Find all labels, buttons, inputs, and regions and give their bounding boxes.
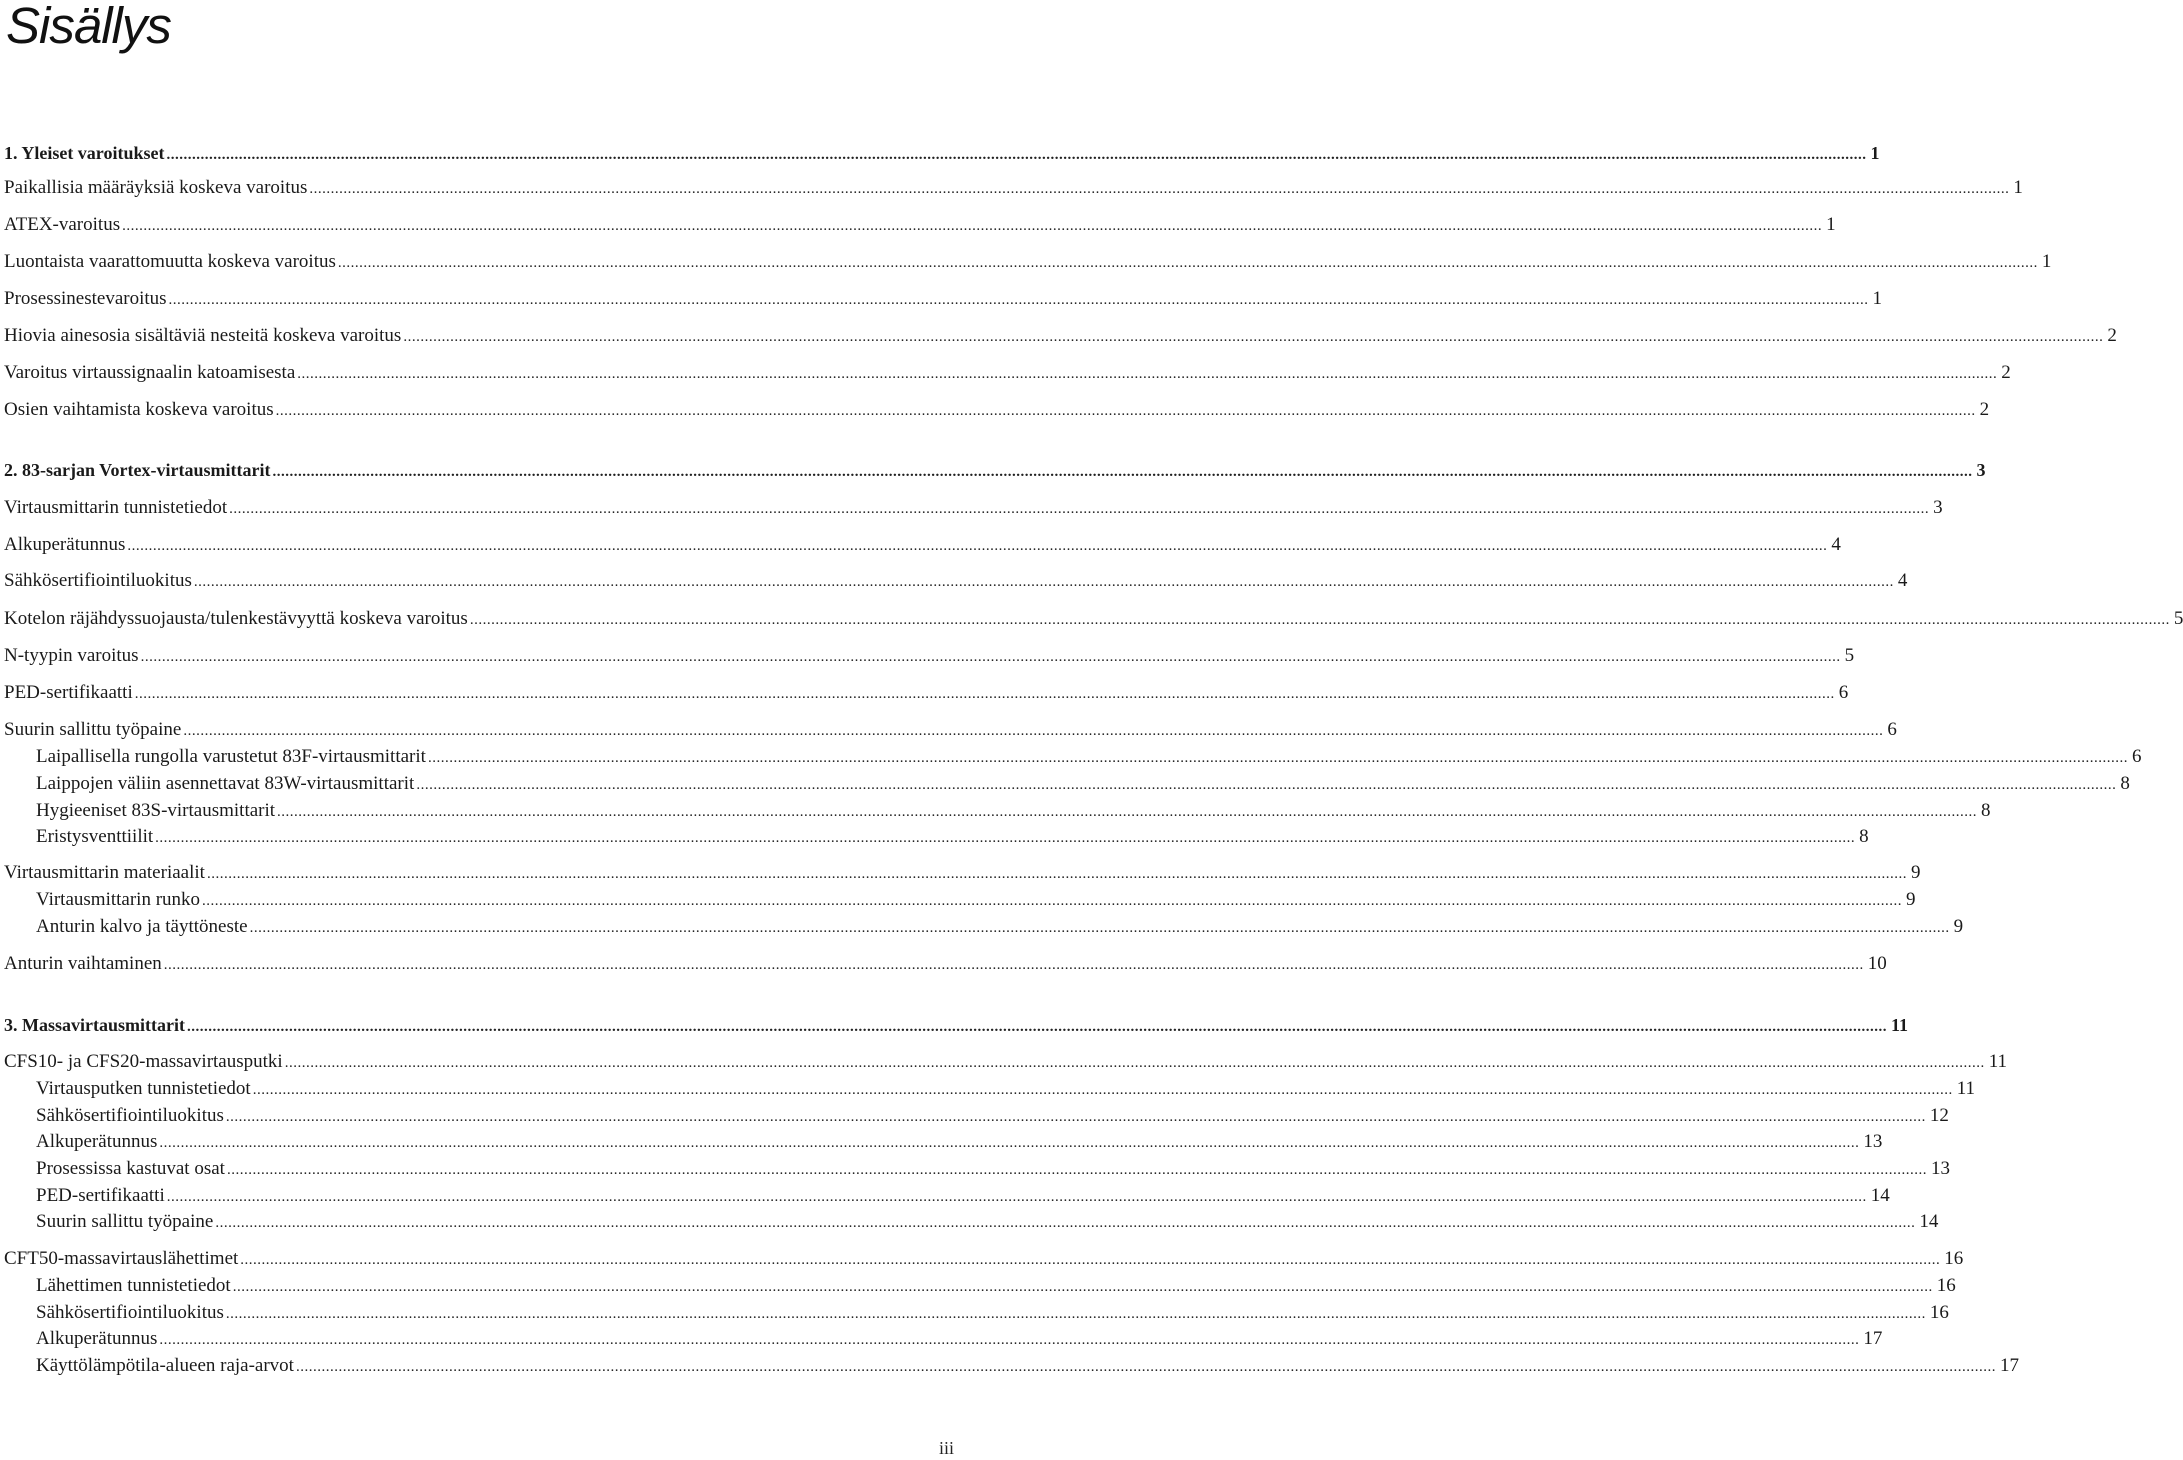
toc-dot-leader: ................................................................................................................................................................................................................................................................................................................................................................................................................ [229, 501, 1930, 517]
toc-page-number: 1 [1826, 214, 1836, 235]
toc-entry-title: Anturin kalvo ja täyttöneste [36, 916, 248, 937]
toc-page-number: 9 [1906, 889, 1916, 910]
toc-dot-leader: ................................................................................................................................................................................................................................................................................................................................................................................................................ [403, 329, 2104, 345]
toc-page-number: 1 [2041, 251, 2052, 272]
page-title: Sisällys [6, 0, 171, 54]
toc-page-number: 8 [1981, 800, 1991, 821]
toc-entry-title: Sähkösertifiointiluokitus [36, 1302, 224, 1323]
toc-entry[interactable] [0, 140, 1880, 166]
toc-entry[interactable] [0, 1273, 1956, 1299]
toc-entry[interactable] [0, 175, 2023, 201]
toc-dot-leader: ................................................................................................................................................................................................................................................................................................................................................................................................................ [252, 1082, 1953, 1098]
toc-entry[interactable] [0, 1156, 1950, 1182]
toc-page-number: 4 [1897, 570, 1908, 591]
toc-dot-leader: ................................................................................................................................................................................................................................................................................................................................................................................................................ [163, 957, 1864, 973]
toc-entry[interactable] [0, 1353, 2019, 1379]
toc-dot-leader: ................................................................................................................................................................................................................................................................................................................................................................................................................ [469, 612, 2170, 628]
toc-page-number: 3 [1976, 460, 1986, 480]
toc-entry[interactable] [0, 1326, 1883, 1352]
toc-entry-title: Osien vaihtamista koskeva varoitus [4, 399, 274, 420]
toc-page-number: 13 [1863, 1131, 1883, 1152]
toc-dot-leader: ................................................................................................................................................................................................................................................................................................................................................................................................................ [155, 830, 1856, 846]
toc-entry-title: Virtausmittarin materiaalit [4, 862, 205, 883]
toc-entry-title: Virtausmittarin tunnistetiedot [4, 497, 228, 518]
toc-entry[interactable] [0, 887, 1916, 913]
toc-dot-leader: ................................................................................................................................................................................................................................................................................................................................................................................................................ [127, 538, 1828, 554]
toc-dot-leader: ................................................................................................................................................................................................................................................................................................................................................................................................................ [215, 1215, 1916, 1231]
toc-entry[interactable] [0, 249, 2052, 275]
toc-entry-title: PED-sertifikaatti [36, 1185, 165, 1206]
toc-entry[interactable] [0, 1183, 1890, 1209]
toc-page-number: 10 [1867, 953, 1887, 974]
toc-page-number: 11 [1890, 1015, 1908, 1035]
toc-page-number: 13 [1930, 1158, 1950, 1179]
toc-page-number: 4 [1831, 534, 1841, 555]
toc-page-number: 2 [1979, 399, 1990, 420]
toc-entry[interactable] [0, 1300, 1949, 1326]
toc-page-number: 6 [2131, 746, 2142, 767]
toc-page-number: 8 [1859, 826, 1869, 847]
toc-entry[interactable] [0, 717, 1897, 743]
toc-entry-title: Laipallisella rungolla varustetut 83F-virtausmittarit [36, 746, 426, 767]
toc-entry-title: CFT50-massavirtauslähettimet [4, 1248, 239, 1269]
toc-page-number: 1 [1870, 143, 1880, 163]
toc-entry[interactable] [0, 1246, 1964, 1272]
toc-page-number: 3 [1933, 497, 1943, 518]
toc-entry[interactable] [0, 323, 2117, 349]
toc-dot-leader: ................................................................................................................................................................................................................................................................................................................................................................................................................ [168, 292, 1869, 308]
toc-entry[interactable] [0, 397, 1990, 423]
toc-entry[interactable] [0, 1076, 1975, 1102]
toc-entry[interactable] [0, 360, 2011, 386]
toc-entry-title: Laippojen väliin asennettavat 83W-virtausmittarit [36, 773, 415, 794]
toc-dot-leader: ................................................................................................................................................................................................................................................................................................................................................................................................................ [249, 920, 1950, 936]
toc-page-number: 16 [1929, 1302, 1949, 1323]
toc-entry-title: Virtausputken tunnistetiedot [36, 1078, 251, 1099]
toc-entry-title: Prosessissa kastuvat osat [36, 1158, 225, 1179]
toc-page-number: 14 [1870, 1185, 1890, 1206]
toc-entry[interactable] [0, 951, 1887, 977]
toc-entry[interactable] [0, 860, 1921, 886]
toc-entry[interactable] [0, 1012, 1908, 1038]
toc-entry-title: Sähkösertifiointiluokitus [4, 570, 192, 591]
toc-entry-title: Kotelon räjähdyssuojausta/tulenkestävyyttä koskeva varoitus [4, 608, 468, 629]
toc-page-number: 8 [2120, 773, 2130, 794]
toc-entry-title: Hygieeniset 83S-virtausmittarit [36, 800, 276, 821]
toc-entry[interactable] [0, 643, 1855, 669]
toc-dot-leader: ................................................................................................................................................................................................................................................................................................................................................................................................................ [272, 464, 1973, 480]
toc-dot-leader: ................................................................................................................................................................................................................................................................................................................................................................................................................ [183, 723, 1884, 739]
toc-entry[interactable] [0, 495, 1943, 521]
toc-entry-title: Eristysventtiilit [36, 826, 154, 847]
toc-page-number: 9 [1910, 862, 1921, 883]
toc-entry-title: Varoitus virtaussignaalin katoamisesta [4, 362, 296, 383]
toc-entry[interactable] [0, 744, 2142, 770]
toc-dot-leader: ................................................................................................................................................................................................................................................................................................................................................................................................................ [166, 147, 1867, 163]
toc-entry[interactable] [0, 1049, 2007, 1075]
toc-dot-leader: ................................................................................................................................................................................................................................................................................................................................................................................................................ [166, 1189, 1867, 1205]
toc-page-number: 16 [1936, 1275, 1956, 1296]
toc-page-number: 17 [1999, 1355, 2019, 1376]
toc-dot-leader: ................................................................................................................................................................................................................................................................................................................................................................................................................ [122, 218, 1823, 234]
toc-dot-leader: ................................................................................................................................................................................................................................................................................................................................................................................................................ [186, 1019, 1887, 1035]
toc-entry[interactable] [0, 457, 1986, 483]
toc-page-number: 2 [2107, 325, 2117, 346]
toc-entry-title: PED-sertifikaatti [4, 682, 133, 703]
toc-dot-leader: ................................................................................................................................................................................................................................................................................................................................................................................................................ [225, 1109, 1926, 1125]
toc-entry-title: Alkuperätunnus [4, 534, 126, 555]
toc-dot-leader: ................................................................................................................................................................................................................................................................................................................................................................................................................ [337, 255, 2038, 271]
toc-entry-title: Virtausmittarin runko [36, 889, 201, 910]
toc-entry-title: Lähettimen tunnistetiedot [36, 1275, 231, 1296]
toc-dot-leader: ................................................................................................................................................................................................................................................................................................................................................................................................................ [416, 777, 2117, 793]
toc-page-number: 14 [1919, 1211, 1939, 1232]
toc-dot-leader: ................................................................................................................................................................................................................................................................................................................................................................................................................ [277, 804, 1978, 820]
toc-entry[interactable] [0, 680, 1849, 706]
toc-entry[interactable] [0, 1209, 1939, 1235]
toc-entry-title: Alkuperätunnus [36, 1328, 158, 1349]
toc-entry-title: Paikallisia määräyksiä koskeva varoitus [4, 177, 308, 198]
toc-dot-leader: ................................................................................................................................................................................................................................................................................................................................................................................................................ [232, 1279, 1933, 1295]
toc-dot-leader: ................................................................................................................................................................................................................................................................................................................................................................................................................ [309, 181, 2010, 197]
toc-entry[interactable] [0, 771, 2130, 797]
toc-dot-leader: ................................................................................................................................................................................................................................................................................................................................................................................................................ [275, 403, 1976, 419]
toc-page-number: 9 [1953, 916, 1964, 937]
page-number: iii [938, 1438, 954, 1458]
toc-page-number: 17 [1863, 1328, 1883, 1349]
toc-entry[interactable] [0, 798, 1991, 824]
toc-entry-title: Suurin sallittu työpaine [4, 719, 182, 740]
toc-entry-title: 3. Massavirtausmittarit [4, 1015, 185, 1035]
toc-entry-title: CFS10- ja CFS20-massavirtausputki [4, 1051, 283, 1072]
toc-entry-title: Suurin sallittu työpaine [36, 1211, 214, 1232]
toc-dot-leader: ................................................................................................................................................................................................................................................................................................................................................................................................................ [240, 1252, 1941, 1268]
toc-entry-title: 2. 83-sarjan Vortex-virtausmittarit [4, 460, 271, 480]
toc-entry-title: Hiovia ainesosia sisältäviä nesteitä koskeva varoitus [4, 325, 402, 346]
toc-dot-leader: ................................................................................................................................................................................................................................................................................................................................................................................................................ [193, 574, 1894, 590]
toc-dot-leader: ................................................................................................................................................................................................................................................................................................................................................................................................................ [427, 750, 2128, 766]
toc-page-number: 6 [1887, 719, 1897, 740]
toc-entry[interactable] [0, 824, 1869, 850]
toc-page-number: 11 [1956, 1078, 1975, 1099]
toc-entry-title: Alkuperätunnus [36, 1131, 158, 1152]
toc-entry-title: Anturin vaihtaminen [4, 953, 162, 974]
toc-page-number: 12 [1929, 1105, 1949, 1126]
toc-dot-leader: ................................................................................................................................................................................................................................................................................................................................................................................................................ [284, 1055, 1985, 1071]
toc-entry-title: N-tyypin varoitus [4, 645, 139, 666]
toc-entry-title: Luontaista vaarattomuutta koskeva varoitus [4, 251, 336, 272]
toc-page-number: 5 [1844, 645, 1855, 666]
toc-page-number: 1 [1872, 288, 1883, 309]
toc-entry[interactable] [0, 606, 2183, 632]
toc-page-number: 11 [1988, 1051, 2007, 1072]
toc-dot-leader: ................................................................................................................................................................................................................................................................................................................................................................................................................ [159, 1135, 1860, 1151]
toc-dot-leader: ................................................................................................................................................................................................................................................................................................................................................................................................................ [295, 1359, 1996, 1375]
toc-entry[interactable] [0, 286, 1883, 312]
toc-entry[interactable] [0, 532, 1841, 558]
toc-page-number: 1 [2013, 177, 2023, 198]
toc-page-number: 16 [1944, 1248, 1964, 1269]
toc-page-number: 6 [1838, 682, 1849, 703]
toc-entry[interactable] [0, 1103, 1949, 1129]
toc-dot-leader: ................................................................................................................................................................................................................................................................................................................................................................................................................ [140, 649, 1841, 665]
toc-entry-title: Sähkösertifiointiluokitus [36, 1105, 224, 1126]
toc-entry-title: Käyttölämpötila-alueen raja-arvot [36, 1355, 294, 1376]
toc-entry[interactable] [0, 568, 1908, 594]
toc-entry-title: ATEX-varoitus [4, 214, 121, 235]
toc-dot-leader: ................................................................................................................................................................................................................................................................................................................................................................................................................ [225, 1306, 1926, 1322]
toc-entry-title: 1. Yleiset varoitukset [4, 143, 165, 163]
toc-dot-leader: ................................................................................................................................................................................................................................................................................................................................................................................................................ [297, 366, 1998, 382]
toc-dot-leader: ................................................................................................................................................................................................................................................................................................................................................................................................................ [206, 866, 1907, 882]
toc-dot-leader: ................................................................................................................................................................................................................................................................................................................................................................................................................ [159, 1332, 1860, 1348]
toc-dot-leader: ................................................................................................................................................................................................................................................................................................................................................................................................................ [134, 686, 1835, 702]
toc-dot-leader: ................................................................................................................................................................................................................................................................................................................................................................................................................ [202, 893, 1903, 909]
toc-entry[interactable] [0, 212, 1836, 238]
toc-entry[interactable] [0, 914, 1964, 940]
toc-page-number: 5 [2173, 608, 2183, 629]
toc-page-number: 2 [2001, 362, 2011, 383]
toc-dot-leader: ................................................................................................................................................................................................................................................................................................................................................................................................................ [226, 1162, 1927, 1178]
toc-entry-title: Prosessinestevaroitus [4, 288, 167, 309]
toc-entry[interactable] [0, 1129, 1883, 1155]
